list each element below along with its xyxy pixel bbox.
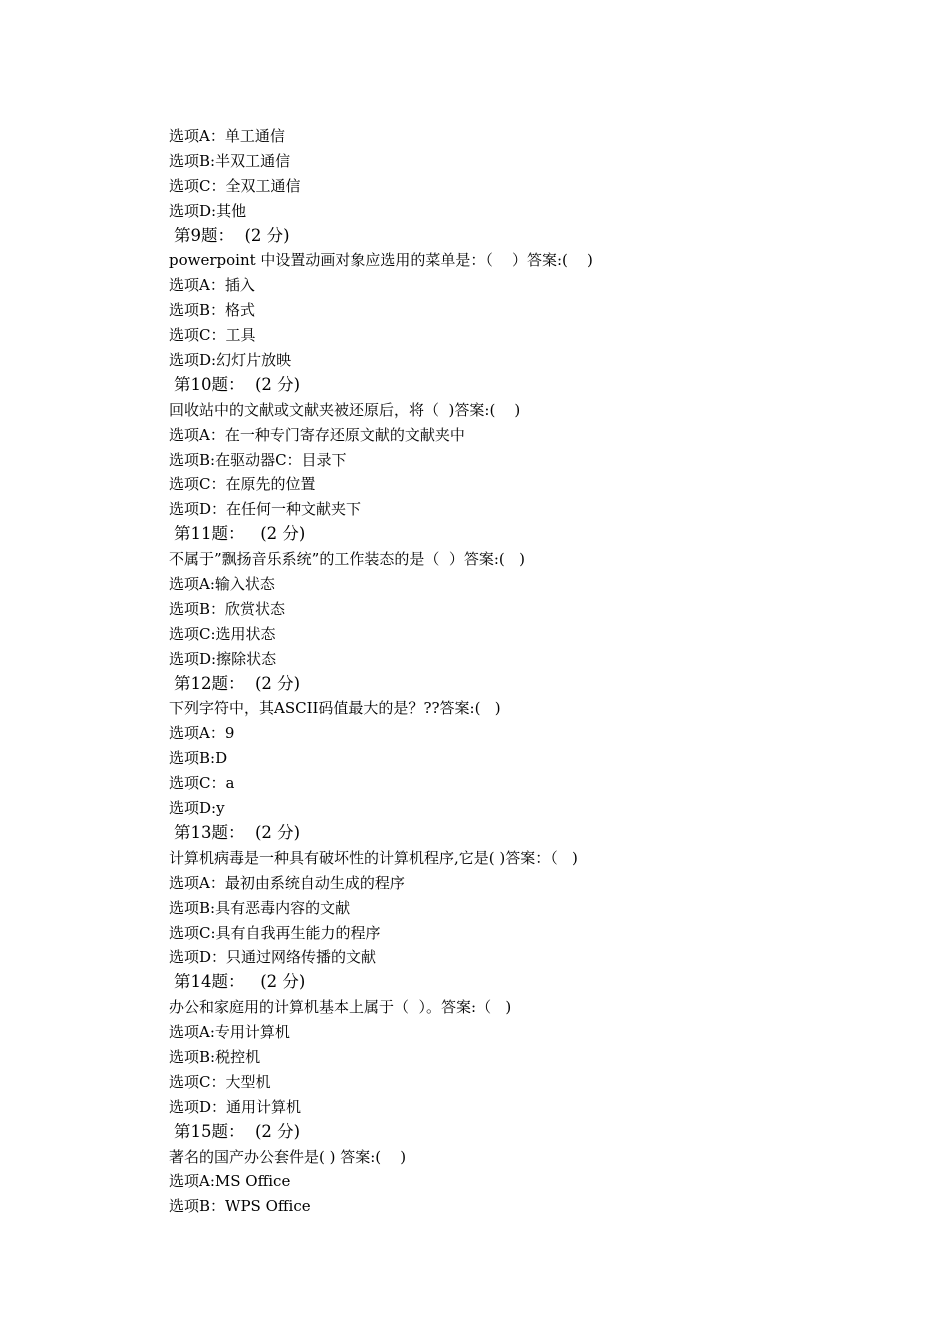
exam-question-list <box>169 124 809 1219</box>
answer-option: 选项C：a <box>169 774 235 793</box>
answer-option: 选项A:输入状态 <box>169 575 275 594</box>
question-text: powerpoint 中设置动画对象应选用的菜单是：（ ）答案:( ) <box>169 251 593 270</box>
answer-option: 选项A：9 <box>169 724 235 743</box>
question-number-heading: 第12题： (2 分) <box>174 673 301 693</box>
answer-option: 选项D：在任何一种文献夹下 <box>169 500 362 519</box>
answer-option: 选项B：格式 <box>169 301 256 320</box>
answer-option: 选项B:具有恶毒内容的文献 <box>169 898 351 917</box>
answer-option: 选项A：插入 <box>169 276 255 295</box>
answer-option: 选项C:具有自我再生能力的程序 <box>169 923 381 942</box>
question-text: 办公和家庭用的计算机基本上属于（ ）。答案:（ ) <box>169 998 512 1017</box>
question-number-heading: 第15题： (2 分) <box>174 1121 301 1141</box>
answer-option: 选项A：单工通信 <box>169 127 285 145</box>
answer-option: 选项A:MS Office <box>169 1172 291 1191</box>
question-text: 回收站中的文献或文献夹被还原后，将（ )答案:( ) <box>169 400 521 419</box>
question-text: 下列字符中，其ASCII码值最大的是？??答案:( ) <box>169 699 501 718</box>
question-number-heading: 第13题： (2 分) <box>174 822 301 842</box>
answer-option: 选项C:选用状态 <box>169 624 276 643</box>
answer-option: 选项C：大型机 <box>169 1072 271 1091</box>
answer-option: 选项D:擦除状态 <box>169 649 277 668</box>
question-number-heading: 第11题： (2 分) <box>174 524 306 544</box>
question-text: 计算机病毒是一种具有破坏性的计算机程序,它是( )答案：（ ) <box>169 848 578 867</box>
answer-option: 选项B:在驱动器C：目录下 <box>169 450 347 469</box>
answer-option: 选项D：只通过网络传播的文献 <box>169 948 377 967</box>
answer-option: 选项D：通用计算机 <box>169 1097 302 1116</box>
answer-option: 选项D:幻灯片放映 <box>169 351 292 370</box>
question-number-heading: 第14题： (2 分) <box>174 972 306 992</box>
answer-option: 选项B:D <box>169 749 228 768</box>
answer-option: 选项C：在原先的位置 <box>169 475 316 494</box>
answer-option: 选项A：在一种专门寄存还原文献的文献夹中 <box>169 425 465 444</box>
answer-option: 选项D:y <box>169 799 225 818</box>
answer-option: 选项B：欣赏状态 <box>169 599 286 618</box>
answer-option: 选项D:其他 <box>169 201 247 220</box>
question-text: 不属于”飘扬音乐系统”的工作装态的是（ ）答案:( ) <box>169 550 525 569</box>
answer-option: 选项B:税控机 <box>169 1047 261 1066</box>
answer-option: 选项C：工具 <box>169 326 256 345</box>
answer-option: 选项A:专用计算机 <box>169 1023 290 1042</box>
question-number-heading: 第9题： (2 分) <box>174 225 290 245</box>
question-number-heading: 第10题： (2 分) <box>174 374 301 394</box>
answer-option: 选项B：WPS Office <box>169 1197 311 1216</box>
answer-option: 选项B:半双工通信 <box>169 151 291 170</box>
question-text: 著名的国产办公套件是( ) 答案:( ) <box>169 1147 407 1166</box>
answer-option: 选项C：全双工通信 <box>169 176 301 195</box>
answer-option: 选项A：最初由系统自动生成的程序 <box>169 873 405 892</box>
